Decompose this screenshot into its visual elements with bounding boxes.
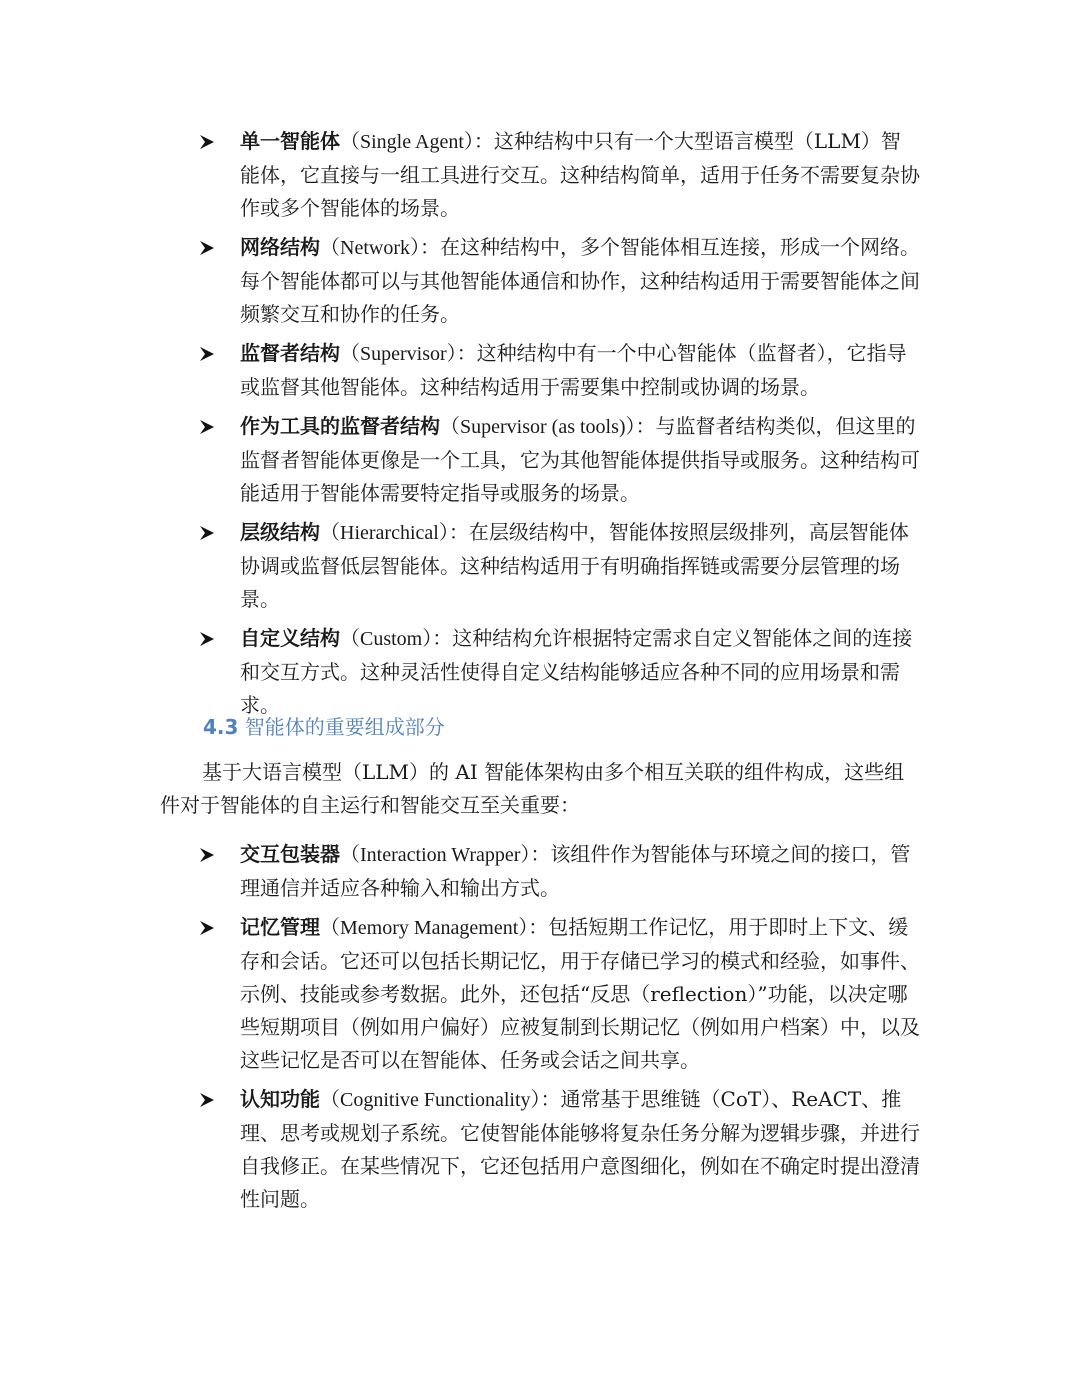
list-item <box>0 410 920 510</box>
item-english-name: （Network）： <box>320 237 440 259</box>
item-description: 与监督者结构类似，但这里的监督者智能体更像是一个工具，它为其他智能体提供指导或服务。这种结构可能适用于智能体需要特定指导或服务的场景。 <box>240 414 920 505</box>
item-english-name: （Interaction Wrapper）： <box>340 844 551 866</box>
item-description: 该组件作为智能体与环境之间的接口，管理通信并适应各种输入和输出方式。 <box>240 842 911 900</box>
arrow-bullet-icon <box>196 838 218 871</box>
section-number: 4.3 <box>203 715 239 739</box>
list-item <box>0 337 920 404</box>
item-description: 这种结构允许根据特定需求自定义智能体之间的连接和交互方式。这种灵活性使得自定义结构能够适应各种不同的应用场景和需求。 <box>240 626 913 717</box>
item-description: 在这种结构中，多个智能体相互连接，形成一个网络。每个智能体都可以与其他智能体通信和协作，这种结构适用于需要智能体之间频繁交互和协作的任务。 <box>240 235 920 326</box>
arrow-bullet-icon <box>196 337 218 370</box>
architecture-types-list <box>0 125 1080 728</box>
item-term: 网络结构 <box>240 235 320 259</box>
list-item <box>0 125 920 225</box>
item-term: 作为工具的监督者结构 <box>240 414 440 438</box>
list-item <box>0 838 920 905</box>
item-description: 通常基于思维链（CoT）、ReACT、推理、思考或规划子系统。它使智能体能够将复杂任务分解为逻辑步骤，并进行自我修正。在某些情况下，它还包括用户意图细化，例如在不确定时提出澄清性问题。 <box>240 1087 920 1211</box>
item-english-name: （Supervisor (as tools)）： <box>440 416 656 438</box>
item-term: 交互包装器 <box>240 842 340 866</box>
arrow-bullet-icon <box>196 410 218 443</box>
arrow-bullet-icon <box>196 622 218 655</box>
arrow-bullet-icon <box>196 911 218 944</box>
item-english-name: （Supervisor）： <box>340 343 477 365</box>
item-term: 自定义结构 <box>240 626 340 650</box>
components-list <box>0 838 1080 1222</box>
item-english-name: （Custom）： <box>340 628 453 650</box>
item-term: 认知功能 <box>240 1087 320 1111</box>
item-term: 单一智能体 <box>240 129 340 153</box>
item-term: 层级结构 <box>240 520 320 544</box>
item-description: 这种结构中有一个中心智能体（监督者），它指导或监督其他智能体。这种结构适用于需要集中控制或协调的场景。 <box>240 341 907 399</box>
item-description: 在层级结构中，智能体按照层级排列，高层智能体协调或监督低层智能体。这种结构适用于有明确指挥链或需要分层管理的场景。 <box>240 520 909 611</box>
item-english-name: （Cognitive Functionality）： <box>320 1089 561 1111</box>
list-item <box>0 911 920 1077</box>
item-english-name: （Single Agent）： <box>340 131 494 153</box>
item-english-name: （Hierarchical）： <box>320 522 469 544</box>
item-term: 监督者结构 <box>240 341 340 365</box>
arrow-bullet-icon <box>196 1083 218 1116</box>
intro-paragraph: 基于大语言模型（LLM）的 AI 智能体架构由多个相互关联的组件构成，这些组件对于智能体的自主运行和智能交互至关重要： <box>160 760 905 817</box>
list-item <box>0 1083 920 1216</box>
list-item <box>0 231 920 331</box>
arrow-bullet-icon <box>196 231 218 264</box>
item-description: 这种结构中只有一个大型语言模型（LLM）智能体，它直接与一组工具进行交互。这种结构简单，适用于任务不需要复杂协作或多个智能体的场景。 <box>240 129 920 220</box>
list-item <box>0 516 920 616</box>
item-term: 记忆管理 <box>240 915 320 939</box>
arrow-bullet-icon <box>196 125 218 158</box>
arrow-bullet-icon <box>196 516 218 549</box>
list-item <box>0 622 920 722</box>
item-description: 包括短期工作记忆，用于即时上下文、缓存和会话。它还可以包括长期记忆，用于存储已学习的模式和经验，如事件、示例、技能或参考数据。此外，还包括“反思（reflection）”功能，以决定哪些短期项目（例如用户偏好）应被复制到长期记忆（例如用户档案）中，以及这些记忆是否可以在智能体、任务或会话之间共享。 <box>240 915 920 1072</box>
section-title: 智能体的重要组成部分 <box>244 715 445 739</box>
item-english-name: （Memory Management）： <box>320 917 549 939</box>
section-heading <box>203 712 445 742</box>
